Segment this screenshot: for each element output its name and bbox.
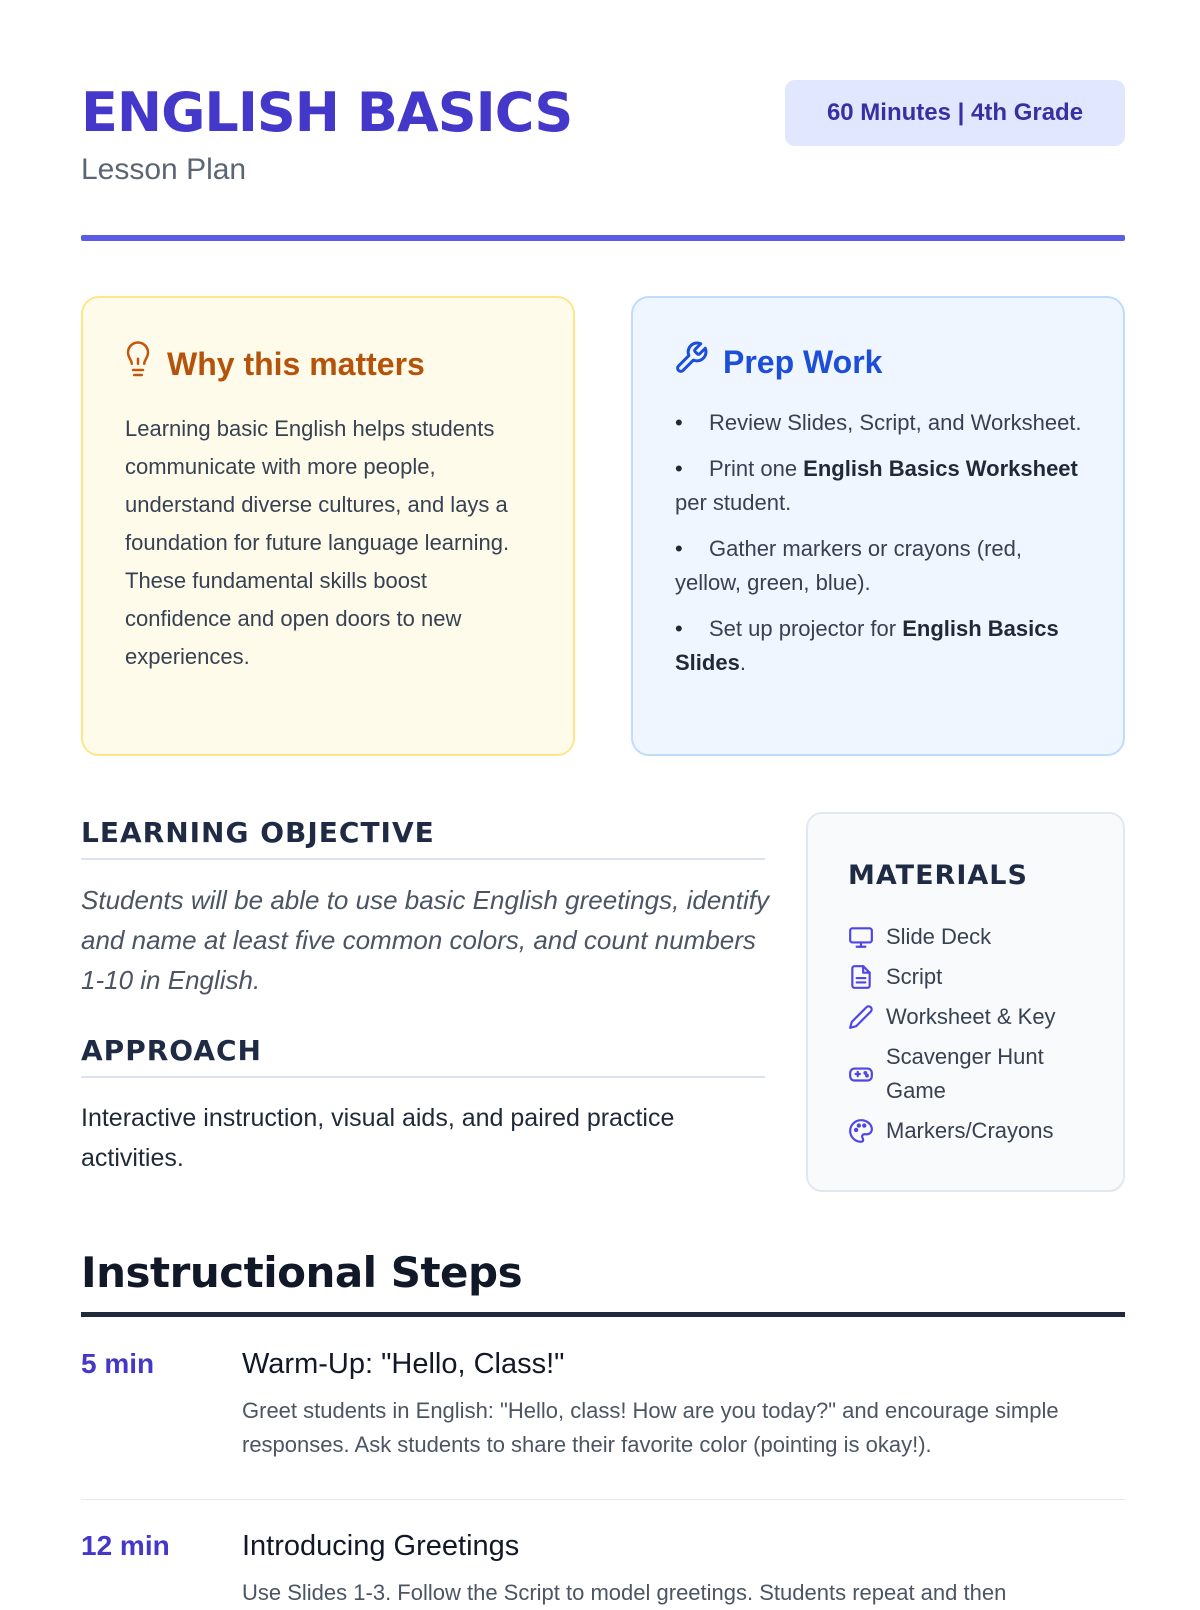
page-subtitle: Lesson Plan <box>81 153 247 186</box>
step-divider <box>81 1499 1125 1500</box>
why-body: Learning basic English helps students communicate with more people, understand diverse cultures, and lays a foundation for future language learning. These fundamental skills boost confidence and open doors to new experiences. <box>125 416 510 669</box>
approach-heading: APPROACH <box>81 1034 262 1067</box>
lightbulb-icon <box>123 340 153 388</box>
step-description: Use Slides 1-3. Follow the Script to model greetings. Students repeat and then <box>242 1580 1007 1605</box>
steps-divider <box>81 1312 1125 1317</box>
materials-item: Worksheet & Key <box>848 1000 1108 1034</box>
materials-item: Slide Deck <box>848 920 1108 954</box>
step-title: Warm-Up: "Hello, Class!" <box>242 1348 565 1380</box>
objective-heading: LEARNING OBJECTIVE <box>81 816 435 849</box>
palette-icon <box>848 1118 874 1144</box>
objective-divider <box>81 858 765 860</box>
document-icon <box>848 964 874 990</box>
page-title: ENGLISH BASICS <box>81 81 573 144</box>
approach-text: Interactive instruction, visual aids, and paired practice activities. <box>81 1104 675 1172</box>
step-time: 12 min <box>81 1530 170 1561</box>
prep-card-title <box>673 340 882 384</box>
approach-divider <box>81 1076 765 1078</box>
why-card <box>81 296 575 756</box>
materials-card <box>806 812 1125 1192</box>
materials-heading: MATERIALS <box>848 860 1028 891</box>
gamepad-icon <box>848 1061 874 1087</box>
prep-item: • Set up projector for English Basics Slides. <box>675 612 1085 680</box>
materials-list <box>848 920 1108 1154</box>
why-card-title <box>123 340 425 388</box>
step-title: Introducing Greetings <box>242 1530 520 1562</box>
step-description: Greet students in English: "Hello, class! How are you today?" and encourage simple responses. Ask students to share their favorite color (pointing is okay!). <box>242 1398 1059 1457</box>
header-divider <box>81 235 1125 241</box>
why-title-text: Why this matters <box>167 345 425 382</box>
materials-item: Markers/Crayons <box>848 1114 1108 1148</box>
steps-heading: Instructional Steps <box>81 1248 523 1297</box>
prep-card <box>631 296 1125 756</box>
objective-text: Students will be able to use basic English greetings, identify and name at least five common colors, and count numbers 1-10 in English. <box>81 885 769 995</box>
monitor-icon <box>848 924 874 950</box>
prep-item: • Print one English Basics Worksheet per student. <box>675 452 1085 520</box>
duration-grade-badge: 60 Minutes | 4th Grade <box>785 80 1125 146</box>
prep-list <box>675 406 1085 692</box>
step-time: 5 min <box>81 1348 155 1379</box>
prep-item: • Review Slides, Script, and Worksheet. <box>675 406 1085 440</box>
pencil-icon <box>848 1004 874 1030</box>
wrench-icon <box>673 340 709 384</box>
prep-title-text: Prep Work <box>723 343 883 380</box>
header <box>81 80 1125 240</box>
prep-item: • Gather markers or crayons (red, yellow, green, blue). <box>675 532 1085 600</box>
materials-item: Scavenger Hunt Game <box>848 1040 1108 1108</box>
materials-item: Script <box>848 960 1108 994</box>
